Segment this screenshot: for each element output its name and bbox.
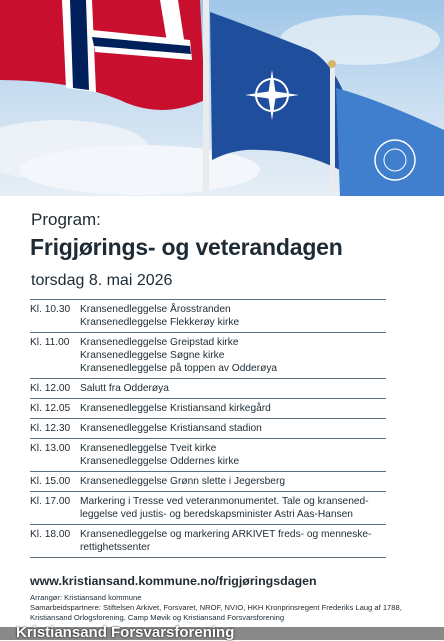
schedule-event: rettighetssenter xyxy=(80,542,151,553)
schedule-time: Kl. 12.30 xyxy=(30,423,71,434)
un-flag xyxy=(336,88,444,196)
schedule-row xyxy=(30,419,386,439)
schedule-time: Kl. 12.05 xyxy=(30,403,71,414)
schedule-row xyxy=(30,525,386,558)
schedule-event: leggelse ved justis- og beredskapsminister Astri Aas-Hansen xyxy=(80,509,353,520)
header-photo xyxy=(0,0,444,196)
schedule-row xyxy=(30,333,386,379)
schedule-event: Kransenedleggelse på toppen av Odderøya xyxy=(80,363,278,374)
event-date: torsdag 8. mai 2026 xyxy=(31,272,173,289)
schedule-row xyxy=(30,399,386,419)
schedule-time: Kl. 17.00 xyxy=(30,496,71,507)
partners-text: Samarbeidspartnere: Stiftelsen Arkivet, Forsvaret, NROF, NVIO, HKH Kronprinsregent Frederiks Laug af 1788, Kristiansand Orlogsforening, Camp Møvik og Kristiansand Forsvarsforening xyxy=(30,603,402,622)
schedule-time: Kl. 15.00 xyxy=(30,476,71,487)
schedule-event: Kransenedleggelse og markering ARKIVET freds- og menneske- xyxy=(80,529,372,540)
source-caption: Kristiansand Forsvarsforening xyxy=(16,624,235,641)
website-link[interactable]: www.kristiansand.kommune.no/frigjøringsdagen xyxy=(30,574,317,588)
organizer-text: Arrangør: Kristiansand kommune xyxy=(30,593,142,602)
program-label: Program: xyxy=(31,210,101,229)
schedule-row xyxy=(30,439,386,472)
schedule-time: Kl. 12.00 xyxy=(30,383,71,394)
schedule-event: Kransenedleggelse Søgne kirke xyxy=(80,350,225,361)
flagpole xyxy=(203,0,209,196)
schedule-event: Salutt fra Odderøya xyxy=(80,383,169,394)
schedule-time: Kl. 18.00 xyxy=(30,529,71,540)
schedule-event: Kransenedleggelse Greipstad kirke xyxy=(80,337,239,348)
schedule-event: Kransenedleggelse Tveit kirke xyxy=(80,443,217,454)
schedule-event: Kransenedleggelse Kristiansand stadion xyxy=(80,423,262,434)
schedule-event: Kransenedleggelse Grønn slette i Jegersberg xyxy=(80,476,285,487)
schedule-event: Kransenedleggelse Årosstranden xyxy=(80,304,231,315)
schedule-event: Markering i Tresse ved veteranmonumentet. Tale og kransened- xyxy=(80,496,369,507)
schedule-event: Kransenedleggelse Flekkerøy kirke xyxy=(80,317,240,328)
schedule-time: Kl. 10.30 xyxy=(30,304,71,315)
schedule-row xyxy=(30,379,386,399)
schedule-time: Kl. 11.00 xyxy=(30,337,70,348)
schedule-row xyxy=(30,472,386,492)
schedule-table xyxy=(30,299,386,558)
schedule-row xyxy=(30,300,386,333)
schedule-time: Kl. 13.00 xyxy=(30,443,71,454)
norway-flag xyxy=(0,0,205,110)
schedule-event: Kransenedleggelse Kristiansand kirkegård xyxy=(80,403,271,414)
page-title: Frigjørings- og veterandagen xyxy=(30,234,343,260)
schedule-event: Kransenedleggelse Oddernes kirke xyxy=(80,456,240,467)
schedule-row xyxy=(30,492,386,525)
